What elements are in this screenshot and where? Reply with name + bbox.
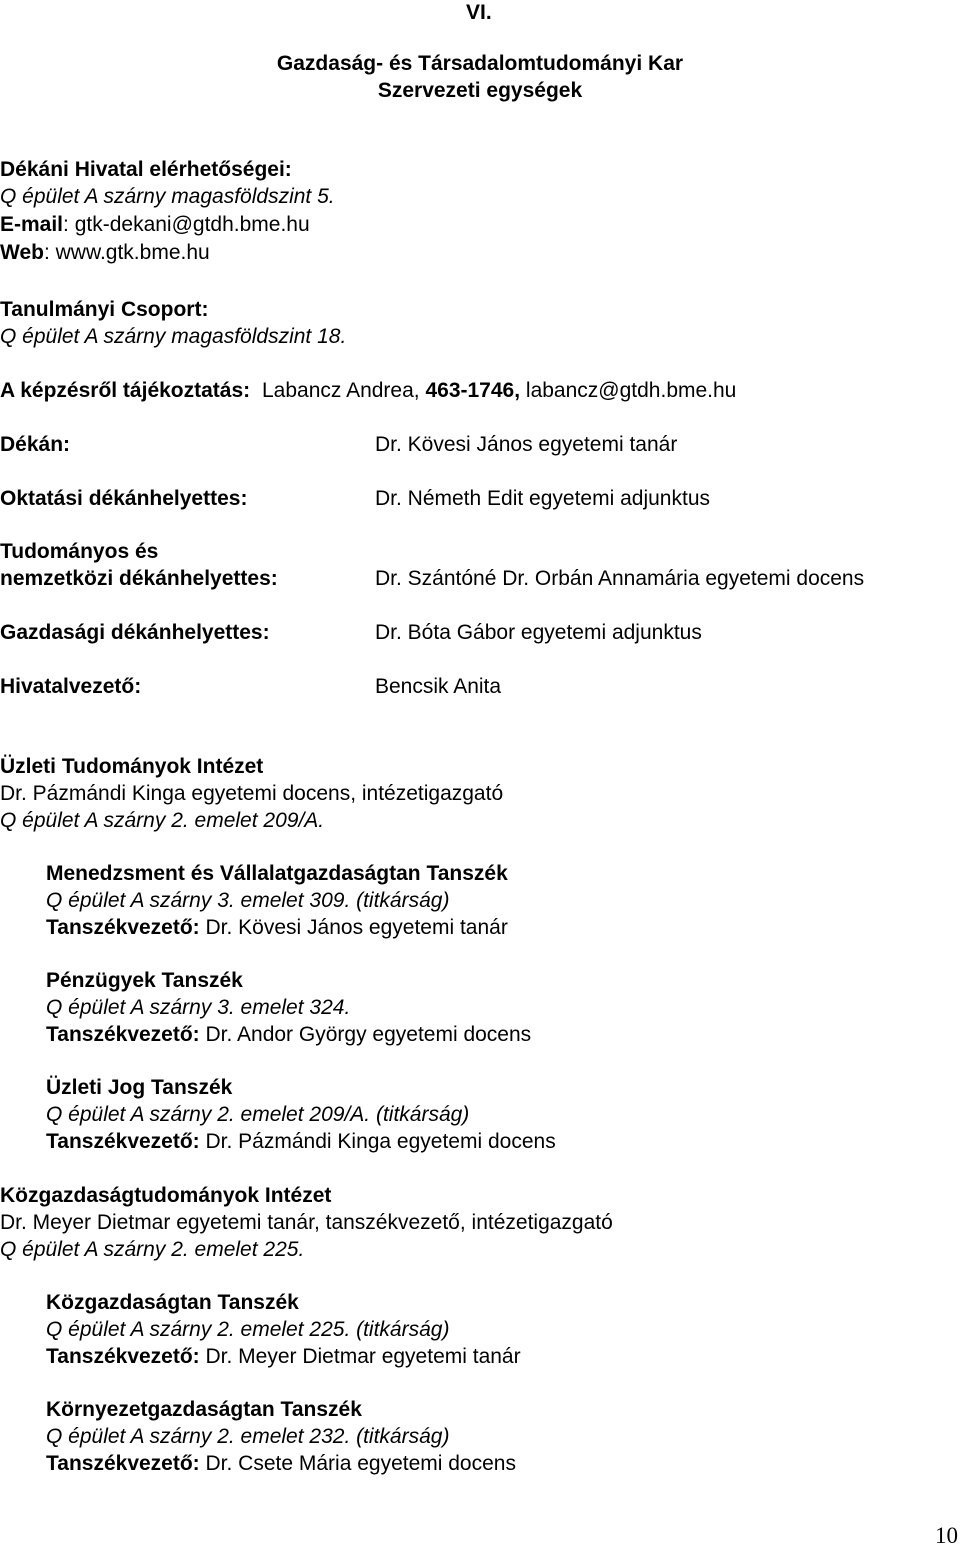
leadership-role-science-2: nemzetközi dékánhelyettes: bbox=[0, 567, 278, 590]
leadership-name-econ: Dr. Bóta Gábor egyetemi adjunktus bbox=[375, 621, 702, 644]
leadership-role-office: Hivatalvezető: bbox=[0, 675, 142, 698]
leadership-role-edu: Oktatási dékánhelyettes: bbox=[0, 487, 248, 510]
dean-office-web bbox=[0, 242, 210, 263]
leadership-name-dean: Dr. Kövesi János egyetemi tanár bbox=[375, 433, 678, 456]
department-head bbox=[46, 1453, 516, 1474]
institute-director: Dr. Pázmándi Kinga egyetemi docens, intézetigazgató bbox=[0, 782, 504, 805]
department-name: Üzleti Jog Tanszék bbox=[46, 1076, 233, 1099]
info-email[interactable]: labancz@gtdh.bme.hu bbox=[525, 379, 737, 402]
department-location: Q épület A szárny 2. emelet 209/A. (titkárság) bbox=[46, 1103, 470, 1126]
dean-office-email bbox=[0, 214, 310, 235]
head-label: Tanszékvezető: bbox=[46, 1452, 200, 1475]
institute-name: Üzleti Tudományok Intézet bbox=[0, 755, 264, 778]
department-head bbox=[46, 1024, 531, 1045]
head-name: Dr. Andor György egyetemi docens bbox=[199, 1023, 532, 1046]
department-head bbox=[46, 1346, 521, 1367]
leadership-role-science-1: Tudományos és bbox=[0, 540, 159, 563]
department-name: Környezetgazdaságtan Tanszék bbox=[46, 1398, 362, 1421]
leadership-name-office: Bencsik Anita bbox=[375, 675, 502, 698]
head-name: Dr. Kövesi János egyetemi tanár bbox=[199, 916, 508, 939]
info-phone: 463-1746, bbox=[425, 379, 521, 402]
study-group-heading: Tanulmányi Csoport: bbox=[0, 298, 209, 321]
leadership-name-edu: Dr. Németh Edit egyetemi adjunktus bbox=[375, 487, 710, 510]
department-name: Menedzsment és Vállalatgazdaságtan Tanszék bbox=[46, 862, 508, 885]
info-label: A képzésről tájékoztatás: bbox=[0, 379, 251, 402]
page-title: Gazdaság- és Társadalomtudományi Kar bbox=[276, 52, 684, 75]
department-name: Közgazdaságtan Tanszék bbox=[46, 1291, 299, 1314]
leadership-name-science: Dr. Szántóné Dr. Orbán Annamária egyetemi docens bbox=[375, 567, 865, 590]
head-label: Tanszékvezető: bbox=[46, 1023, 200, 1046]
chapter-number: VI. bbox=[466, 1, 492, 24]
email-value[interactable]: : gtk-dekani@gtdh.bme.hu bbox=[63, 213, 310, 236]
head-name: Dr. Meyer Dietmar egyetemi tanár bbox=[199, 1345, 521, 1368]
web-label: Web bbox=[0, 241, 44, 264]
head-name: Dr. Pázmándi Kinga egyetemi docens bbox=[199, 1130, 556, 1153]
institute-name: Közgazdaságtudományok Intézet bbox=[0, 1184, 332, 1207]
department-head bbox=[46, 1131, 556, 1152]
department-location: Q épület A szárny 3. emelet 309. (titkárság) bbox=[46, 889, 450, 912]
info-name: Labancz Andrea, bbox=[262, 379, 420, 402]
info-line bbox=[0, 380, 736, 401]
leadership-role-econ: Gazdasági dékánhelyettes: bbox=[0, 621, 270, 644]
department-location: Q épület A szárny 3. emelet 324. bbox=[46, 996, 351, 1019]
department-name: Pénzügyek Tanszék bbox=[46, 969, 243, 992]
head-name: Dr. Csete Mária egyetemi docens bbox=[199, 1452, 516, 1475]
head-label: Tanszékvezető: bbox=[46, 1130, 200, 1153]
email-label: E-mail bbox=[0, 213, 64, 236]
institute-location: Q épület A szárny 2. emelet 209/A. bbox=[0, 809, 325, 832]
page-subtitle: Szervezeti egységek bbox=[377, 79, 583, 102]
department-location: Q épület A szárny 2. emelet 225. (titkárság) bbox=[46, 1318, 450, 1341]
dean-office-heading: Dékáni Hivatal elérhetőségei: bbox=[0, 158, 292, 181]
leadership-role-dean: Dékán: bbox=[0, 433, 71, 456]
web-value[interactable]: : www.gtk.bme.hu bbox=[43, 241, 210, 264]
dean-office-location: Q épület A szárny magasföldszint 5. bbox=[0, 185, 335, 208]
department-head bbox=[46, 917, 508, 938]
department-location: Q épület A szárny 2. emelet 232. (titkárság) bbox=[46, 1425, 450, 1448]
head-label: Tanszékvezető: bbox=[46, 1345, 200, 1368]
institute-location: Q épület A szárny 2. emelet 225. bbox=[0, 1238, 305, 1261]
study-group-location: Q épület A szárny magasföldszint 18. bbox=[0, 325, 347, 348]
page-number: 10 bbox=[935, 1523, 958, 1548]
head-label: Tanszékvezető: bbox=[46, 916, 200, 939]
institute-director: Dr. Meyer Dietmar egyetemi tanár, tanszékvezető, intézetigazgató bbox=[0, 1211, 613, 1234]
